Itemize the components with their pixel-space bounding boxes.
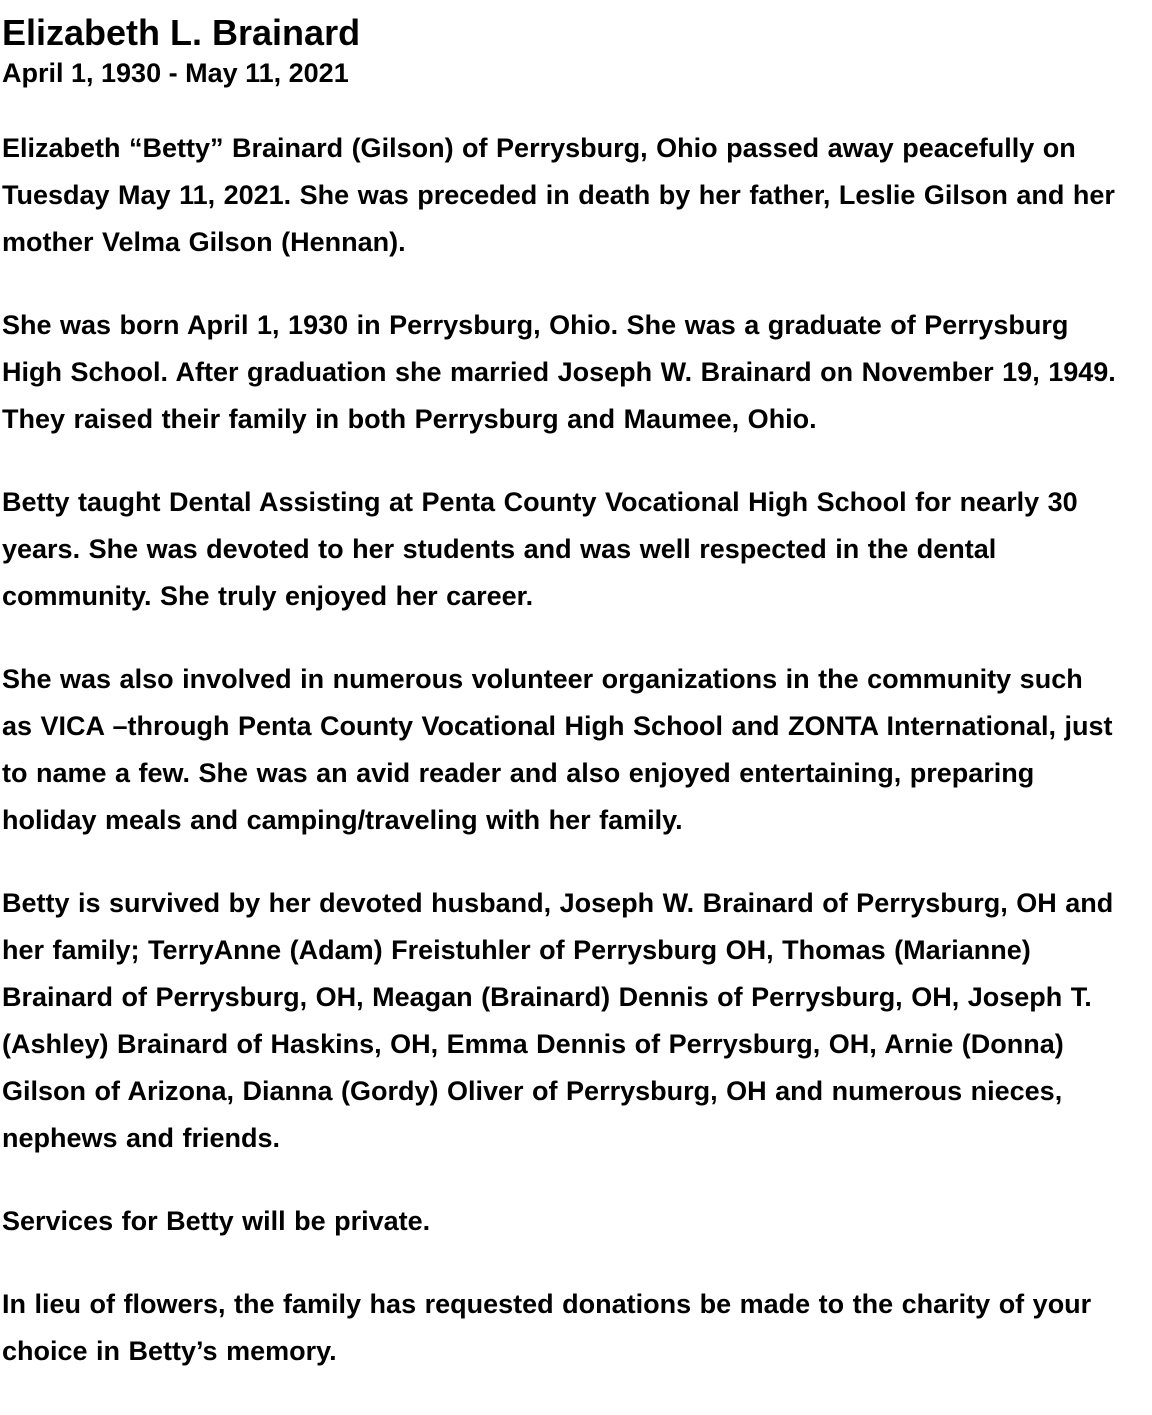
page-title: Elizabeth L. Brainard	[2, 12, 361, 53]
obituary-paragraph-volunteering: She was also involved in numerous volunteer organizations in the community such as VICA –through Penta County Vocational High School and ZONTA International, just to name a few. She was an avid reader and also enjoyed entertaining, preparing holiday meals and camping/traveling with her family.	[2, 664, 1113, 835]
obituary-paragraph-services: Services for Betty will be private.	[2, 1206, 431, 1236]
date-range: April 1, 1930 - May 11, 2021	[2, 58, 349, 88]
obituary-paragraph-intro: Elizabeth “Betty” Brainard (Gilson) of Perrysburg, Ohio passed away peacefully on Tuesday May 11, 2021. She was preceded in death by her father, Leslie Gilson and her mother Velma Gilson (Hennan).	[2, 133, 1115, 257]
obituary-body	[2, 125, 1118, 1375]
obituary-paragraph-survivors: Betty is survived by her devoted husband, Joseph W. Brainard of Perrysburg, OH and her family; TerryAnne (Adam) Freistuhler of Perrysburg OH, Thomas (Marianne) Brainard of Perrysburg, OH, Meagan (Brainard) Dennis of Perrysburg, OH, Joseph T. (Ashley) Brainard of Haskins, OH, Emma Dennis of Perrysburg, OH, Arnie (Donna) Gilson of Arizona, Dianna (Gordy) Oliver of Perrysburg, OH and numerous nieces, nephews and friends.	[2, 888, 1114, 1153]
obituary-paragraph-donations: In lieu of flowers, the family has requested donations be made to the charity of your choice in Betty’s memory.	[2, 1289, 1092, 1366]
obituary-paragraph-birth-marriage: She was born April 1, 1930 in Perrysburg, Ohio. She was a graduate of Perrysburg High School. After graduation she married Joseph W. Brainard on November 19, 1949. They raised their family in both Perrysburg and Maumee, Ohio.	[2, 310, 1116, 434]
obituary-paragraph-career: Betty taught Dental Assisting at Penta County Vocational High School for nearly 30 years. She was devoted to her students and was well respected in the dental community. She truly enjoyed her career.	[2, 487, 1078, 611]
